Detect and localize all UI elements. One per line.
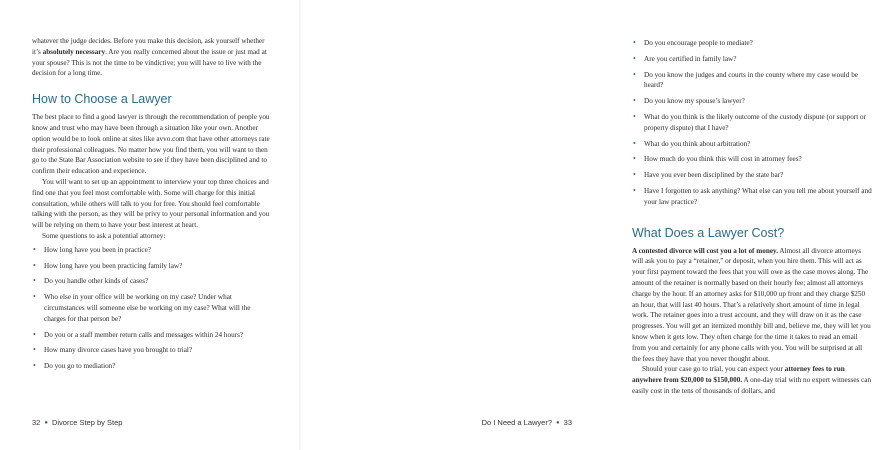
emphasis-text: absolutely necessary	[42, 47, 106, 56]
bullet-icon: ●	[556, 420, 560, 426]
left-column	[32, 36, 272, 372]
list-item: • Do you know the judges and courts in the county where my case would be heard?	[632, 70, 872, 92]
question-list	[632, 38, 872, 208]
left-page	[0, 0, 300, 450]
body-paragraph: Should your case go to trial, you can expect your attorney fees to run anywhere from $20,000 to $150,000. A one-day trial with no expert witnesses can easily cost in the tens of thousands of dollars, and	[632, 365, 872, 395]
right-footer	[482, 418, 572, 427]
list-item: • How many divorce cases have you brought to trial?	[32, 345, 272, 356]
list-item: • How long have you been in practice?	[32, 245, 272, 256]
list-item: • Do you know my spouse’s lawyer?	[632, 96, 872, 107]
body-paragraph: Some questions to ask a potential attorney:	[42, 231, 166, 240]
emphasis-text: attorney fees to run anywhere from $20,000 to $150,000.	[632, 365, 845, 385]
running-title: Do I Need a Lawyer?	[481, 418, 553, 427]
list-item: • What do you think about arbitration?	[632, 139, 872, 150]
list-item: • Do you go to mediation?	[32, 361, 272, 372]
page-number: 33	[563, 418, 572, 427]
list-item: • What do you think is the likely outcome of the custody dispute (or support or property dispute) that I have?	[632, 112, 872, 134]
list-item: • Have I forgotten to ask anything? What else can you tell me about yourself and your law practice?	[632, 186, 872, 208]
running-title: Divorce Step by Step	[51, 418, 123, 427]
section-heading-choose-lawyer: How to Choose a Lawyer	[32, 92, 172, 107]
list-item: • How long have you been practicing family law?	[32, 261, 272, 272]
bullet-icon: ●	[44, 420, 48, 426]
list-item: • Do you or a staff member return calls and messages within 24 hours?	[32, 330, 272, 341]
list-item: • Have you ever been disciplined by the state bar?	[632, 170, 872, 181]
section-heading-lawyer-cost: What Does a Lawyer Cost?	[632, 225, 785, 240]
list-item: • Are you certified in family law?	[632, 54, 872, 65]
list-item: • How much do you think this will cost in attorney fees?	[632, 154, 872, 165]
list-item: • Do you encourage people to mediate?	[632, 38, 872, 49]
question-list	[32, 245, 272, 372]
body-paragraph: You will want to set up an appointment to interview your top three choices and find one that you feel most comfortable with. Some will charge for this initial consultation, while others will talk to you for free. You should feel comfortable talking with the person, as they will be privy to your personal information and you will be relying on them to have your best interest at heart.	[32, 177, 270, 230]
list-item: • Do you handle other kinds of cases?	[32, 276, 272, 287]
emphasis-text: A contested divorce will cost you a lot of money.	[632, 246, 778, 255]
body-paragraph: The best place to find a good lawyer is through the recommendation of people you know and trust who may have been through a situation like your own. Another option would be to look online at sites like avvo.com that have other attorneys rate their professional colleagues. No matter how you find them, you will want to then go to the State Bar Association website to see if they have been disciplined and to confirm their education and experience.	[32, 113, 270, 176]
right-column	[632, 38, 872, 397]
intro-paragraph: whatever the judge decides. Before you make this decision, ask yourself whether it’s absolutely necessary. Are you really concerned about the issue or just mad at your spouse? This is not the time to be vindictive; you will have to live with the decision for a long time.	[32, 37, 267, 78]
page-number: 32	[32, 418, 41, 427]
right-page	[300, 0, 872, 450]
body-paragraph: A contested divorce will cost you a lot of money. Almost all divorce attorneys will ask you to pay a “retainer,” or deposit, when you hire them. This will act as your first payment toward the fees that you will owe as the case moves along. The amount of the retainer is normally based on their hourly fee; almost all attorneys charge by the hour. If an attorney asks for $10,000 up front and they charge $250 an hour, that will last 40 hours. That’s a relatively short amount of time in legal work. The retainer goes into a trust account, and they will draw on it as the case progresses. You will get an itemized monthly bill and, believe me, they will let you know when it gets low. They often charge for the time it takes to read an email from you and certainly for any phone calls with you. You will be surprised at all the fees they have that you never thought about.	[632, 246, 871, 363]
list-item: • Who else in your office will be working on my case? Under what circumstances will someone else be working on my case? What will the charges for that person be?	[32, 292, 272, 324]
left-footer	[32, 418, 122, 427]
